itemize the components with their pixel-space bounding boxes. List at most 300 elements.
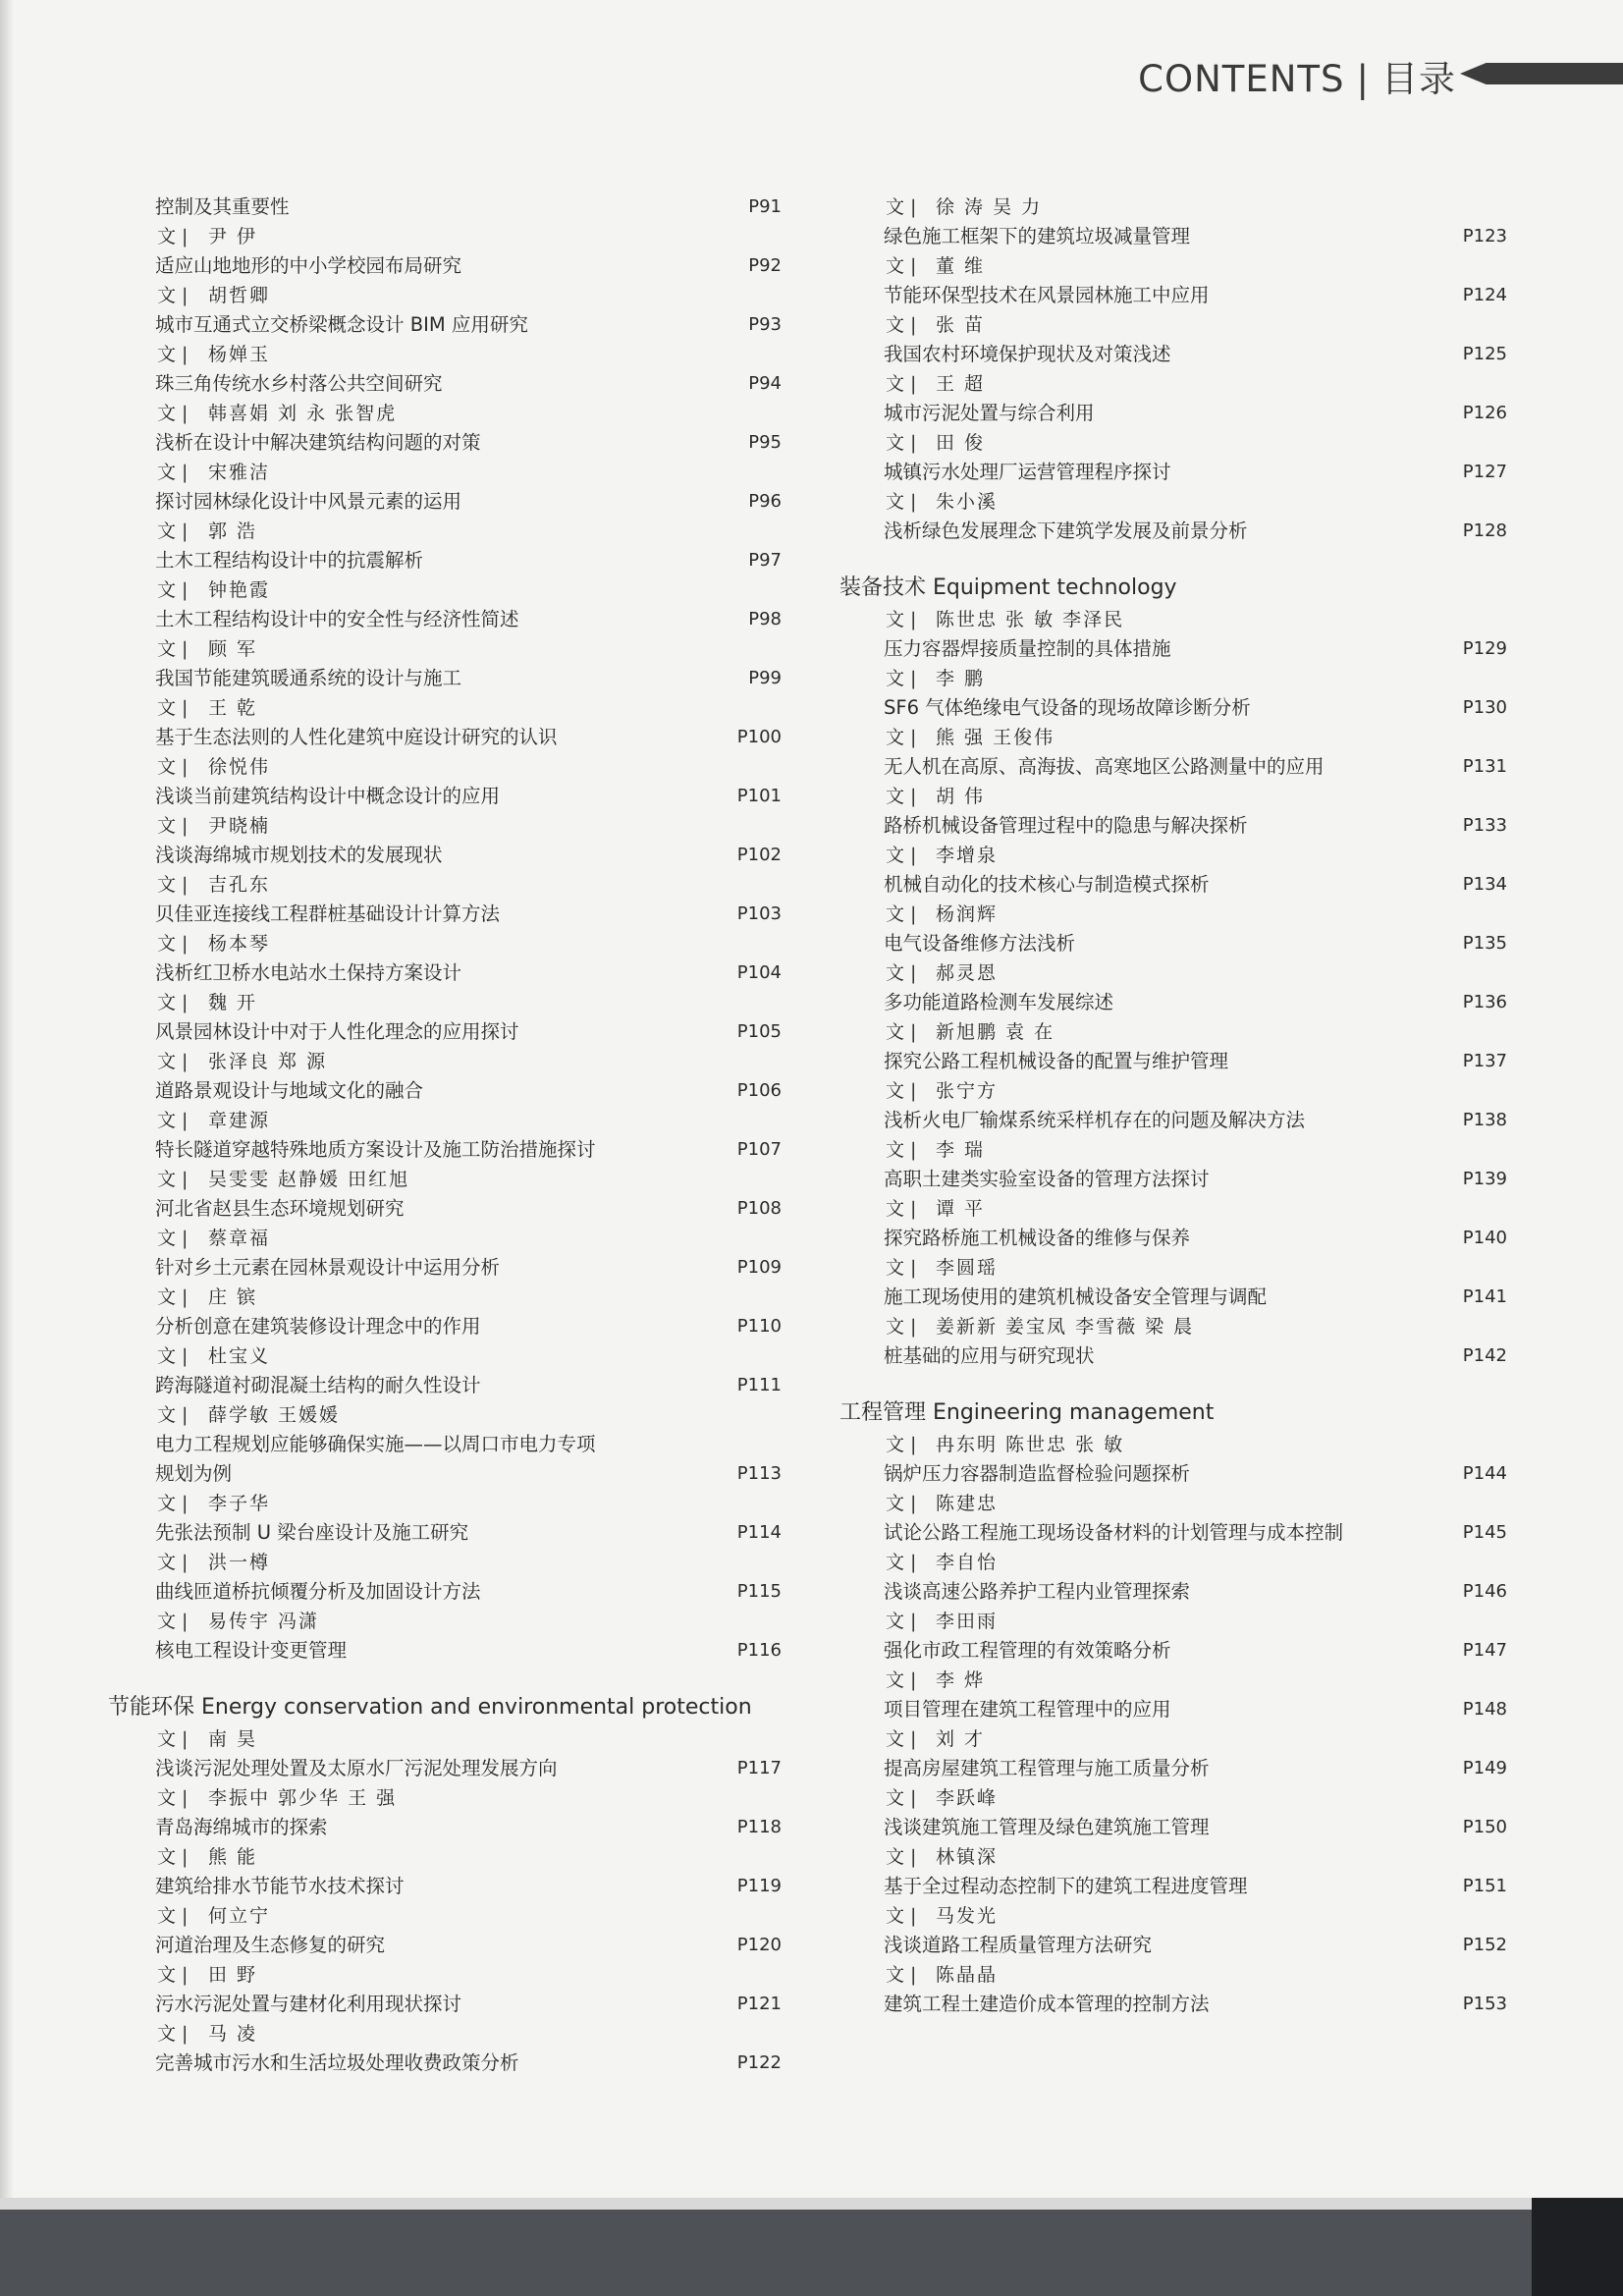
author-names: 李 烨 xyxy=(936,1669,986,1691)
author-prefix: 文 | xyxy=(157,1169,189,1190)
toc-entry xyxy=(108,958,782,988)
page-number: P101 xyxy=(736,786,782,806)
toc-left-column xyxy=(108,192,782,2078)
author-names: 陈建忠 xyxy=(936,1493,999,1514)
toc-author-line xyxy=(108,1489,782,1518)
author-prefix: 文 | xyxy=(157,403,189,424)
toc-author-line xyxy=(108,517,782,546)
page-number: P92 xyxy=(748,255,782,276)
toc-right-column xyxy=(839,192,1507,2019)
toc-entry xyxy=(108,723,782,752)
toc-entry xyxy=(108,251,782,281)
article-title: 试论公路工程施工现场设备材料的计划管理与成本控制 xyxy=(884,1521,1344,1544)
page-number: P135 xyxy=(1462,933,1507,954)
toc-entry xyxy=(108,1577,782,1607)
toc-entry xyxy=(839,517,1507,546)
page-number: P147 xyxy=(1462,1640,1507,1661)
page-number: P142 xyxy=(1462,1345,1507,1366)
toc-author-line xyxy=(108,1341,782,1371)
toc-author-line xyxy=(839,369,1507,399)
toc-entry xyxy=(108,1017,782,1047)
article-title: 特长隧道穿越特殊地质方案设计及施工防治措施探讨 xyxy=(155,1138,596,1161)
toc-entry xyxy=(839,399,1507,428)
toc-entry xyxy=(839,1518,1507,1548)
page-number: P118 xyxy=(736,1817,782,1837)
article-title: 锅炉压力容器制造监督检验问题探析 xyxy=(884,1462,1191,1485)
article-title: 曲线匝道桥抗倾覆分析及加固设计方法 xyxy=(155,1580,481,1603)
toc-entry xyxy=(108,487,782,517)
author-names: 何立宁 xyxy=(208,1905,271,1927)
toc-author-line xyxy=(839,1430,1507,1459)
page-number: P140 xyxy=(1462,1228,1507,1248)
author-prefix: 文 | xyxy=(886,727,917,748)
page-number: P104 xyxy=(736,962,782,983)
author-names: 杨润辉 xyxy=(936,903,999,925)
page-number: P138 xyxy=(1462,1110,1507,1130)
page-number: P131 xyxy=(1462,756,1507,777)
toc-entry xyxy=(108,1194,782,1224)
author-names: 魏 开 xyxy=(208,992,258,1013)
toc-entry xyxy=(108,1312,782,1341)
article-title: 城镇污水处理厂运营管理程序探讨 xyxy=(884,461,1171,483)
article-title: 河道治理及生态修复的研究 xyxy=(155,1934,386,1956)
toc-entry xyxy=(108,1253,782,1283)
author-names: 李自怡 xyxy=(936,1552,999,1573)
article-title: 浅谈污泥处理处置及太原水厂污泥处理发展方向 xyxy=(155,1757,558,1779)
article-title: 电力工程规划应能够确保实施——以周口市电力专项 xyxy=(155,1433,596,1455)
author-prefix: 文 | xyxy=(886,1080,917,1102)
page-number: P94 xyxy=(748,373,782,394)
author-names: 陈晶晶 xyxy=(936,1964,999,1986)
toc-author-line xyxy=(839,958,1507,988)
section-title: 装备技术 Equipment technology xyxy=(839,575,1177,600)
author-prefix: 文 | xyxy=(886,373,917,395)
toc-author-line xyxy=(839,1489,1507,1518)
author-names: 陈世忠 张 敏 李泽民 xyxy=(936,609,1125,630)
page-number: P128 xyxy=(1462,520,1507,541)
toc-entry xyxy=(839,1872,1507,1901)
toc-author-line xyxy=(108,1283,782,1312)
page-number: P105 xyxy=(736,1021,782,1042)
toc-entry xyxy=(108,1518,782,1548)
author-prefix: 文 | xyxy=(886,1905,917,1927)
article-title: 浅析绿色发展理念下建筑学发展及前景分析 xyxy=(884,519,1248,542)
author-prefix: 文 | xyxy=(886,1316,917,1338)
page-number: P139 xyxy=(1462,1169,1507,1189)
toc-entry xyxy=(839,1224,1507,1253)
author-prefix: 文 | xyxy=(886,255,917,277)
author-names: 章建源 xyxy=(208,1110,271,1131)
author-prefix: 文 | xyxy=(886,1728,917,1750)
article-title: 探究公路工程机械设备的配置与维护管理 xyxy=(884,1050,1229,1072)
section-heading xyxy=(108,1666,782,1724)
article-title: 浅谈高速公路养护工程内业管理探索 xyxy=(884,1580,1191,1603)
author-prefix: 文 | xyxy=(886,1669,917,1691)
toc-author-line xyxy=(839,1666,1507,1695)
page-number: P148 xyxy=(1462,1699,1507,1720)
page-number: P117 xyxy=(736,1758,782,1778)
article-title: 浅析在设计中解决建筑结构问题的对策 xyxy=(155,431,481,454)
toc-author-line xyxy=(839,1607,1507,1636)
author-prefix: 文 | xyxy=(886,432,917,454)
author-names: 朱小溪 xyxy=(936,491,999,513)
toc-entry xyxy=(839,870,1507,900)
page-number: P141 xyxy=(1462,1286,1507,1307)
page-number: P136 xyxy=(1462,992,1507,1012)
author-prefix: 文 | xyxy=(886,845,917,866)
article-title: 建筑工程土建造价成本管理的控制方法 xyxy=(884,1993,1210,2015)
toc-entry xyxy=(839,929,1507,958)
toc-author-line xyxy=(839,900,1507,929)
author-prefix: 文 | xyxy=(157,874,189,896)
author-prefix: 文 | xyxy=(886,1611,917,1632)
page-number: P110 xyxy=(736,1316,782,1337)
toc-entry xyxy=(839,1577,1507,1607)
toc-entry xyxy=(108,369,782,399)
page-number: P134 xyxy=(1462,874,1507,895)
toc-entry xyxy=(108,1754,782,1783)
article-title: 浅谈道路工程质量管理方法研究 xyxy=(884,1934,1153,1956)
article-title: 基于生态法则的人性化建筑中庭设计研究的认识 xyxy=(155,726,558,748)
article-title: 提高房屋建筑工程管理与施工质量分析 xyxy=(884,1757,1210,1779)
toc-author-line xyxy=(108,399,782,428)
toc-author-line xyxy=(839,1017,1507,1047)
author-prefix: 文 | xyxy=(157,1286,189,1308)
toc-entry xyxy=(108,1813,782,1842)
author-prefix: 文 | xyxy=(157,1110,189,1131)
article-title: 项目管理在建筑工程管理中的应用 xyxy=(884,1698,1171,1721)
page-number: P124 xyxy=(1462,285,1507,305)
toc-author-line xyxy=(108,575,782,605)
toc-author-line xyxy=(108,929,782,958)
article-title: 探讨园林绿化设计中风景元素的运用 xyxy=(155,490,462,513)
page-number: P100 xyxy=(736,727,782,747)
author-names: 胡 伟 xyxy=(936,786,986,807)
article-title: 我国农村环境保护现状及对策浅述 xyxy=(884,343,1171,365)
author-prefix: 文 | xyxy=(157,1228,189,1249)
author-names: 谭 平 xyxy=(936,1198,986,1220)
article-title: 控制及其重要性 xyxy=(155,195,290,218)
toc-entry xyxy=(108,1076,782,1106)
toc-author-line xyxy=(839,251,1507,281)
author-names: 尹 伊 xyxy=(208,226,258,247)
author-names: 李 鹏 xyxy=(936,668,986,689)
author-prefix: 文 | xyxy=(886,1964,917,1986)
author-prefix: 文 | xyxy=(157,1964,189,1986)
author-names: 郝灵恩 xyxy=(936,962,999,984)
author-names: 蔡章福 xyxy=(208,1228,271,1249)
author-names: 胡哲卿 xyxy=(208,285,271,306)
article-title: 核电工程设计变更管理 xyxy=(155,1639,348,1662)
toc-entry xyxy=(839,752,1507,782)
page-number: P151 xyxy=(1462,1876,1507,1896)
toc-entry xyxy=(839,1341,1507,1371)
page-number: P108 xyxy=(736,1198,782,1219)
author-names: 吴雯雯 赵静媛 田红旭 xyxy=(208,1169,410,1190)
section-heading xyxy=(839,546,1507,605)
toc-author-line xyxy=(839,1076,1507,1106)
toc-author-line xyxy=(839,1253,1507,1283)
article-title: 建筑给排水节能节水技术探讨 xyxy=(155,1875,405,1897)
toc-entry xyxy=(108,310,782,340)
toc-entry xyxy=(839,1990,1507,2019)
page-number: P122 xyxy=(736,2052,782,2073)
toc-author-line xyxy=(108,2019,782,2049)
article-title: 桩基础的应用与研究现状 xyxy=(884,1344,1095,1367)
page-number: P93 xyxy=(748,314,782,335)
author-prefix: 文 | xyxy=(157,1905,189,1927)
page-number: P107 xyxy=(736,1139,782,1160)
toc-entry xyxy=(108,428,782,458)
page-number: P120 xyxy=(736,1935,782,1955)
author-prefix: 文 | xyxy=(157,1611,189,1632)
toc-entry xyxy=(839,634,1507,664)
toc-author-line xyxy=(839,1312,1507,1341)
toc-entry xyxy=(108,1430,782,1459)
author-prefix: 文 | xyxy=(886,1198,917,1220)
toc-author-line xyxy=(839,1194,1507,1224)
toc-author-line xyxy=(108,281,782,310)
article-title: 浅析火电厂输煤系统采样机存在的问题及解决方法 xyxy=(884,1109,1306,1131)
toc-entry xyxy=(108,546,782,575)
toc-author-line xyxy=(839,1783,1507,1813)
toc-author-line xyxy=(839,723,1507,752)
author-prefix: 文 | xyxy=(157,2023,189,2045)
toc-entry xyxy=(108,605,782,634)
section-title: 节能环保 Energy conservation and environmental protection xyxy=(108,1695,752,1720)
author-prefix: 文 | xyxy=(886,1434,917,1455)
article-title: 城市污泥处置与综合利用 xyxy=(884,402,1095,424)
toc-author-line xyxy=(839,782,1507,811)
article-title: 电气设备维修方法浅析 xyxy=(884,932,1076,955)
toc-entry xyxy=(108,1931,782,1960)
toc-entry xyxy=(108,1990,782,2019)
toc-entry xyxy=(839,693,1507,723)
article-title: 完善城市污水和生活垃圾处理收费政策分析 xyxy=(155,2051,519,2074)
page-number: P123 xyxy=(1462,226,1507,246)
toc-entry xyxy=(108,1371,782,1400)
author-names: 李圆瑶 xyxy=(936,1257,999,1279)
page-number: P99 xyxy=(748,668,782,688)
article-title: 浅谈海绵城市规划技术的发展现状 xyxy=(155,844,443,866)
author-prefix: 文 | xyxy=(886,196,917,218)
toc-author-line xyxy=(108,1901,782,1931)
toc-author-line xyxy=(108,752,782,782)
author-names: 李增泉 xyxy=(936,845,999,866)
article-title: 强化市政工程管理的有效策略分析 xyxy=(884,1639,1171,1662)
toc-author-line xyxy=(108,340,782,369)
author-names: 钟艳霞 xyxy=(208,579,271,601)
toc-author-line xyxy=(108,1607,782,1636)
author-prefix: 文 | xyxy=(886,314,917,336)
article-title: 浅谈建筑施工管理及绿色建筑施工管理 xyxy=(884,1816,1210,1838)
toc-entry xyxy=(839,1165,1507,1194)
author-names: 刘 才 xyxy=(936,1728,986,1750)
toc-author-line xyxy=(839,192,1507,222)
toc-entry xyxy=(108,664,782,693)
toc-author-line xyxy=(108,1548,782,1577)
toc-author-line xyxy=(108,1047,782,1076)
toc-entry xyxy=(108,1459,782,1489)
page-number: P114 xyxy=(736,1522,782,1543)
toc-entry xyxy=(839,1459,1507,1489)
toc-entry xyxy=(839,1106,1507,1135)
page-number: P113 xyxy=(736,1463,782,1484)
toc-author-line xyxy=(108,693,782,723)
author-names: 熊 能 xyxy=(208,1846,258,1868)
author-prefix: 文 | xyxy=(157,638,189,660)
author-names: 宋雅洁 xyxy=(208,462,271,483)
article-title: 珠三角传统水乡村落公共空间研究 xyxy=(155,372,443,395)
page-number: P133 xyxy=(1462,815,1507,836)
page-number: P96 xyxy=(748,491,782,512)
page-shadow xyxy=(0,0,14,2296)
article-title: 绿色施工框架下的建筑垃圾减量管理 xyxy=(884,225,1191,247)
author-prefix: 文 | xyxy=(157,1846,189,1868)
page-number: P103 xyxy=(736,903,782,924)
page-number: P121 xyxy=(736,1994,782,2014)
author-names: 马 凌 xyxy=(208,2023,258,2045)
author-names: 杨本琴 xyxy=(208,933,271,955)
toc-entry xyxy=(839,988,1507,1017)
toc-author-line xyxy=(839,1135,1507,1165)
toc-author-line xyxy=(839,310,1507,340)
author-prefix: 文 | xyxy=(157,815,189,837)
author-prefix: 文 | xyxy=(157,992,189,1013)
author-prefix: 文 | xyxy=(157,1493,189,1514)
page-number: P126 xyxy=(1462,403,1507,423)
article-title: 浅析红卫桥水电站水土保持方案设计 xyxy=(155,961,462,984)
article-title: 路桥机械设备管理过程中的隐患与解决探析 xyxy=(884,814,1248,837)
author-names: 吉孔东 xyxy=(208,874,271,896)
author-names: 南 昊 xyxy=(208,1728,258,1750)
page-number: P116 xyxy=(736,1640,782,1661)
page-number: P125 xyxy=(1462,344,1507,364)
page-number: P130 xyxy=(1462,697,1507,718)
toc-author-line xyxy=(108,1400,782,1430)
author-prefix: 文 | xyxy=(157,756,189,778)
page-number: P111 xyxy=(736,1375,782,1395)
toc-author-line xyxy=(108,222,782,251)
author-prefix: 文 | xyxy=(886,1021,917,1043)
author-names: 张泽良 郑 源 xyxy=(208,1051,328,1072)
toc-author-line xyxy=(108,870,782,900)
toc-author-line xyxy=(839,487,1507,517)
author-names: 李田雨 xyxy=(936,1611,999,1632)
article-title: 河北省赵县生态环境规划研究 xyxy=(155,1197,405,1220)
author-names: 冉东明 陈世忠 张 敏 xyxy=(936,1434,1125,1455)
toc-author-line xyxy=(839,428,1507,458)
author-prefix: 文 | xyxy=(886,491,917,513)
page-number: P144 xyxy=(1462,1463,1507,1484)
author-names: 徐 涛 吴 力 xyxy=(936,196,1043,218)
author-prefix: 文 | xyxy=(157,1345,189,1367)
toc-entry xyxy=(839,1283,1507,1312)
toc-author-line xyxy=(108,458,782,487)
section-title: 工程管理 Engineering management xyxy=(839,1400,1215,1425)
article-title: 青岛海绵城市的探索 xyxy=(155,1816,328,1838)
toc-author-line xyxy=(839,841,1507,870)
article-title: 分析创意在建筑装修设计理念中的作用 xyxy=(155,1315,481,1338)
page-number: P97 xyxy=(748,550,782,571)
author-prefix: 文 | xyxy=(886,668,917,689)
page-number: P152 xyxy=(1462,1935,1507,1955)
author-names: 顾 军 xyxy=(208,638,258,660)
article-title: 污水污泥处置与建材化利用现状探讨 xyxy=(155,1993,462,2015)
page-number: P127 xyxy=(1462,462,1507,482)
author-prefix: 文 | xyxy=(886,1257,917,1279)
article-title: 基于全过程动态控制下的建筑工程进度管理 xyxy=(884,1875,1248,1897)
author-names: 尹晓楠 xyxy=(208,815,271,837)
author-names: 薛学敏 王媛媛 xyxy=(208,1404,341,1426)
toc-author-line xyxy=(108,1842,782,1872)
author-names: 洪一樽 xyxy=(208,1552,271,1573)
toc-entry xyxy=(839,281,1507,310)
toc-entry xyxy=(839,1636,1507,1666)
author-prefix: 文 | xyxy=(886,1139,917,1161)
author-prefix: 文 | xyxy=(886,903,917,925)
header-separator: | xyxy=(1356,58,1370,100)
page-number: P91 xyxy=(748,196,782,217)
toc-entry xyxy=(108,782,782,811)
page-number: P129 xyxy=(1462,638,1507,659)
author-prefix: 文 | xyxy=(157,226,189,247)
toc-author-line xyxy=(839,1901,1507,1931)
article-title: 高职土建类实验室设备的管理方法探讨 xyxy=(884,1168,1210,1190)
article-title: 机械自动化的技术核心与制造模式探析 xyxy=(884,873,1210,896)
page-number: P102 xyxy=(736,845,782,865)
author-prefix: 文 | xyxy=(886,609,917,630)
toc-entry xyxy=(108,841,782,870)
author-names: 李振中 郭少华 王 强 xyxy=(208,1787,398,1809)
article-title: SF6 气体绝缘电气设备的现场故障诊断分析 xyxy=(884,696,1251,719)
author-names: 韩喜娟 刘 永 张智虎 xyxy=(208,403,398,424)
author-prefix: 文 | xyxy=(157,1552,189,1573)
page-number: P98 xyxy=(748,609,782,629)
author-names: 张 苗 xyxy=(936,314,986,336)
author-names: 李子华 xyxy=(208,1493,271,1514)
header-arrow-icon xyxy=(1460,63,1623,84)
toc-entry xyxy=(108,1872,782,1901)
article-title: 土木工程结构设计中的抗震解析 xyxy=(155,549,424,572)
toc-author-line xyxy=(108,1960,782,1990)
toc-entry xyxy=(108,2049,782,2078)
article-title: 城市互通式立交桥梁概念设计 BIM 应用研究 xyxy=(155,313,528,336)
article-title: 土木工程结构设计中的安全性与经济性简述 xyxy=(155,608,519,630)
author-names: 王 乾 xyxy=(208,697,258,719)
author-names: 张宁方 xyxy=(936,1080,999,1102)
article-title: 跨海隧道衬砌混凝土结构的耐久性设计 xyxy=(155,1374,481,1396)
page-header xyxy=(1138,49,1456,102)
author-prefix: 文 | xyxy=(157,1404,189,1426)
toc-author-line xyxy=(839,1960,1507,1990)
toc-entry xyxy=(839,1047,1507,1076)
page-number: P109 xyxy=(736,1257,782,1278)
author-prefix: 文 | xyxy=(886,962,917,984)
toc-entry xyxy=(839,340,1507,369)
author-prefix: 文 | xyxy=(157,1728,189,1750)
section-heading xyxy=(839,1371,1507,1430)
article-title: 无人机在高原、高海拔、高寒地区公路测量中的应用 xyxy=(884,755,1325,778)
toc-entry xyxy=(839,1695,1507,1724)
author-names: 熊 强 王俊伟 xyxy=(936,727,1055,748)
author-prefix: 文 | xyxy=(157,344,189,365)
article-title: 多功能道路检测车发展综述 xyxy=(884,991,1114,1013)
page-number: P149 xyxy=(1462,1758,1507,1778)
author-prefix: 文 | xyxy=(157,697,189,719)
scan-corner xyxy=(1532,2198,1623,2296)
author-prefix: 文 | xyxy=(157,520,189,542)
